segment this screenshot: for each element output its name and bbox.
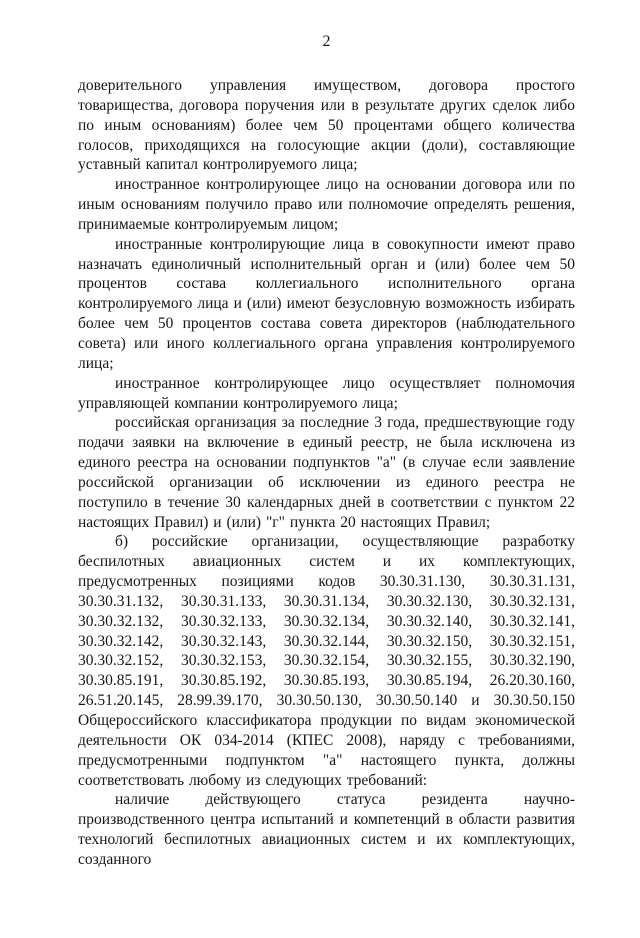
paragraph-continuation: доверительного управления имуществом, договора простого товарищества, договора поручения или в результате других сделок либо по иным основаниям) более чем 50 процентами общего количества голосов, приходящихся на голосующие акции (доли), составляющие уставный капитал контролируемого лица; <box>78 77 575 174</box>
paragraph-subitem-b-codes-list: б) российские организации, осуществляющие разработку беспилотных авиационных систем и их комплектующих, предусмотренных позициями кодов 30.30.31.130, 30.30.31.131, 30.30.31.132, 30.30.31.133, 30.30.31.134, 30.30.32.130, 30.30.32.131, 30.30.32.132, 30.30.32.133, 30.30.32.134, 30.30.32.140, 30.30.32.141, 30.30.32.142, 30.30.32.143, 30.30.32.144, 30.30.32.150, 30.30.32.151, 30.30.32.152, 30.30.32.153, 30.30.32.154, 30.30.32.155, 30.30.32.190, 30.30.85.191, 30.30.85.192, 30.30.85.193, 30.30.85.194, 26.20.30.160, 26.51.20.145, 28.99.39.170, 30.30.50.130, 30.30.50.140 и 30.30.50.150 Общероссийского классификатора продукции по видам экономической деятельности ОК 034-2014 (КПЕС 2008), наряду с требованиями, предусмотренными подпунктом "а" настоящего пункта, должны соответствовать любому из следующих требований: <box>78 533 575 789</box>
document-sheet <box>78 33 575 870</box>
paragraph-management-company: иностранное контролирующее лицо осуществляет полномочия управляющей компании контролируемого лица; <box>78 374 575 412</box>
document-page <box>0 33 640 938</box>
paragraph-registry-exclusion: российская организация за последние 3 года, предшествующие году подачи заявки на включение в единый реестр, не была исключена из единого реестра на основании подпунктов "а" (в случае если заявление российской организации об исключении из единого реестра не поступило в течение 30 календарных дней в соответствии с пунктом 22 настоящих Правил) и (или) "г" пункта 20 настоящих Правил; <box>78 414 575 531</box>
page-number: 2 <box>322 33 331 50</box>
paragraph-foreign-controlling-person-contract: иностранное контролирующее лицо на основании договора или по иным основаниям получило право или полномочие определять решения, принимаемые контролируемым лицом; <box>78 176 575 233</box>
paragraph-foreign-controlling-persons-aggregate: иностранные контролирующие лица в совокупности имеют право назначать единоличный исполнительный орган и (или) более чем 50 процентов состава коллегиального исполнительного органа контролируемого лица и (или) имеют безусловную возможность избирать более чем 50 процентов состава совета директоров (наблюдательного совета) или иного коллегиального органа управления контролируемого лица; <box>78 235 575 372</box>
document-body <box>78 76 575 870</box>
paragraph-resident-status-requirement: наличие действующего статуса резидента научно-производственного центра испытаний и компетенций в области развития технологий беспилотных авиационных систем и их комплектующих, созданного <box>78 791 575 868</box>
